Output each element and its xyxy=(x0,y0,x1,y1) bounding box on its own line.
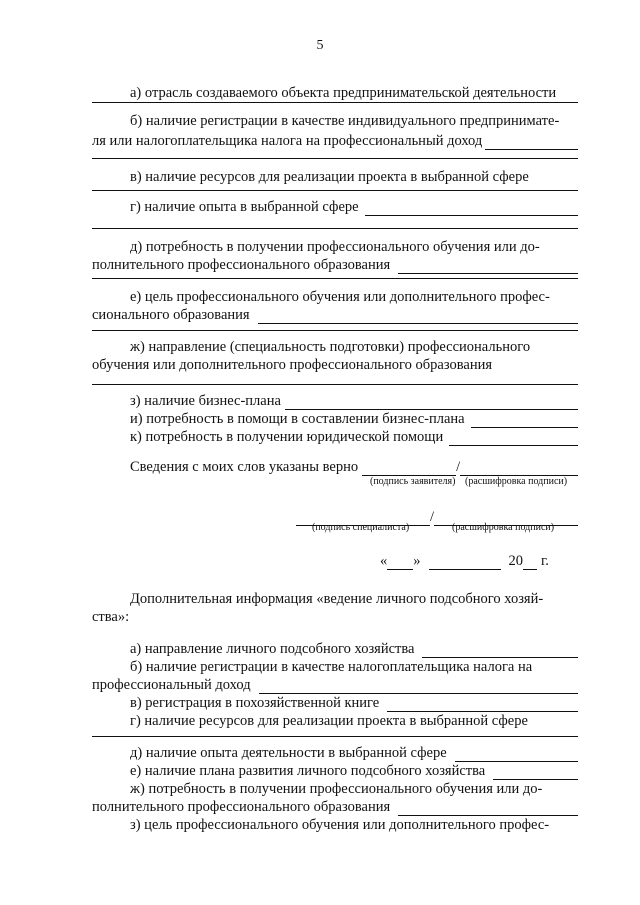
item-g-field-extra[interactable] xyxy=(92,228,578,229)
add-b-line2 xyxy=(92,676,578,694)
add-d-field[interactable] xyxy=(455,748,578,762)
date-year-prefix: 20 xyxy=(508,553,523,569)
date-year-field[interactable] xyxy=(523,556,537,570)
item-b-line2 xyxy=(92,132,578,150)
item-a-label: а) отрасль создаваемого объекта предпринимательской деятельности xyxy=(130,85,557,101)
item-b-label: б) наличие регистрации в качестве индивидуального предпринимате- xyxy=(130,113,560,129)
item-zh-label: ж) направление (специальность подготовки) профессионального xyxy=(130,339,531,355)
specialist-decode-caption: (расшифровка подписи) xyxy=(452,522,555,533)
applicant-caption: (подпись заявителя) xyxy=(370,476,456,487)
date-year-suffix: г. xyxy=(541,553,549,569)
date-line xyxy=(380,552,578,570)
add-v-field[interactable] xyxy=(387,698,578,712)
item-d-label-cont: полнительного профессионального образования xyxy=(92,257,391,273)
item-zh-label-cont: обучения или дополнительного профессионального образования xyxy=(92,357,493,373)
item-k-field[interactable] xyxy=(449,432,578,446)
item-e-field-extra[interactable] xyxy=(92,330,578,331)
item-i-line xyxy=(130,410,578,428)
item-g-line xyxy=(130,198,578,216)
item-k-line xyxy=(130,428,578,446)
item-e-field[interactable] xyxy=(258,310,578,324)
item-d-label: д) потребность в получении профессионального обучения или до- xyxy=(130,239,540,255)
add-e-line xyxy=(130,762,578,780)
item-z-field[interactable] xyxy=(285,396,578,410)
item-k-label: к) потребность в получении юридической помощи xyxy=(130,429,444,445)
item-z-label: з) наличие бизнес-плана xyxy=(130,393,281,409)
item-e-label: е) цель профессионального обучения или дополнительного профес- xyxy=(130,289,550,305)
add-a-field[interactable] xyxy=(422,644,578,658)
add-e-label: е) наличие плана развития личного подсобного хозяйства xyxy=(130,763,486,779)
add-b-field[interactable] xyxy=(259,680,578,694)
applicant-decode-caption: (расшифровка подписи) xyxy=(465,476,568,487)
item-d-line2 xyxy=(92,256,578,274)
item-e-label-cont: сионального образования xyxy=(92,307,250,323)
specialist-caption: (подпись специалиста) xyxy=(312,522,410,533)
item-e-line2 xyxy=(92,306,578,324)
add-g-label: г) наличие ресурсов для реализации проекта в выбранной сфере xyxy=(130,713,528,729)
specialist-signature-slash: / xyxy=(430,509,435,525)
item-i-label: и) потребность в помощи в составлении бизнес-плана xyxy=(130,411,465,427)
add-z-label: з) цель профессионального обучения или дополнительного профес- xyxy=(130,817,550,833)
item-a-field[interactable] xyxy=(92,102,578,103)
item-d-field-extra[interactable] xyxy=(92,278,578,279)
add-e-field[interactable] xyxy=(493,766,578,780)
add-d-label: д) наличие опыта деятельности в выбранной сфере xyxy=(130,745,447,761)
add-b-label-cont: профессиональный доход xyxy=(92,677,251,693)
item-g-field[interactable] xyxy=(365,202,578,216)
applicant-signature-line xyxy=(130,458,578,476)
add-zh-label: ж) потребность в получении профессионального обучения или до- xyxy=(130,781,543,797)
add-g-field[interactable] xyxy=(92,736,578,737)
item-d-field[interactable] xyxy=(398,260,578,274)
add-d-line xyxy=(130,744,578,762)
add-zh-field[interactable] xyxy=(398,802,578,816)
date-close-quote: » xyxy=(413,553,421,569)
page-number: 5 xyxy=(316,38,324,53)
item-b-line1 xyxy=(130,112,578,130)
item-i-field[interactable] xyxy=(471,414,578,428)
item-z-line xyxy=(130,392,578,410)
item-b-field-extra[interactable] xyxy=(92,158,578,159)
item-zh-field[interactable] xyxy=(92,384,578,385)
item-v-label: в) наличие ресурсов для реализации проекта в выбранной сфере xyxy=(130,169,529,185)
add-zh-line2 xyxy=(92,798,578,816)
date-open-quote: « xyxy=(380,553,388,569)
applicant-decode-field[interactable] xyxy=(460,462,578,476)
date-month-field[interactable] xyxy=(429,556,501,570)
applicant-signature-field[interactable] xyxy=(362,462,456,476)
add-zh-label-cont: полнительного профессионального образования xyxy=(92,799,391,815)
item-g-label: г) наличие опыта в выбранной сфере xyxy=(130,199,359,215)
additional-heading: Дополнительная информация «ведение личного подсобного хозяй- xyxy=(130,591,544,607)
add-v-line xyxy=(130,694,578,712)
item-b-field[interactable] xyxy=(485,136,578,150)
signature-statement: Сведения с моих слов указаны верно xyxy=(130,459,359,475)
item-b-label-cont: ля или налогоплательщика налога на профессиональный доход xyxy=(92,133,483,149)
item-v-field[interactable] xyxy=(92,190,578,191)
add-a-label: а) направление личного подсобного хозяйства xyxy=(130,641,415,657)
signature-slash: / xyxy=(456,459,461,475)
date-day-field[interactable] xyxy=(387,556,413,570)
additional-heading-cont: ства»: xyxy=(92,609,130,625)
add-a-line xyxy=(130,640,578,658)
add-b-label: б) наличие регистрации в качестве налогоплательщика налога на xyxy=(130,659,533,675)
add-v-label: в) регистрация в похозяйственной книге xyxy=(130,695,380,711)
